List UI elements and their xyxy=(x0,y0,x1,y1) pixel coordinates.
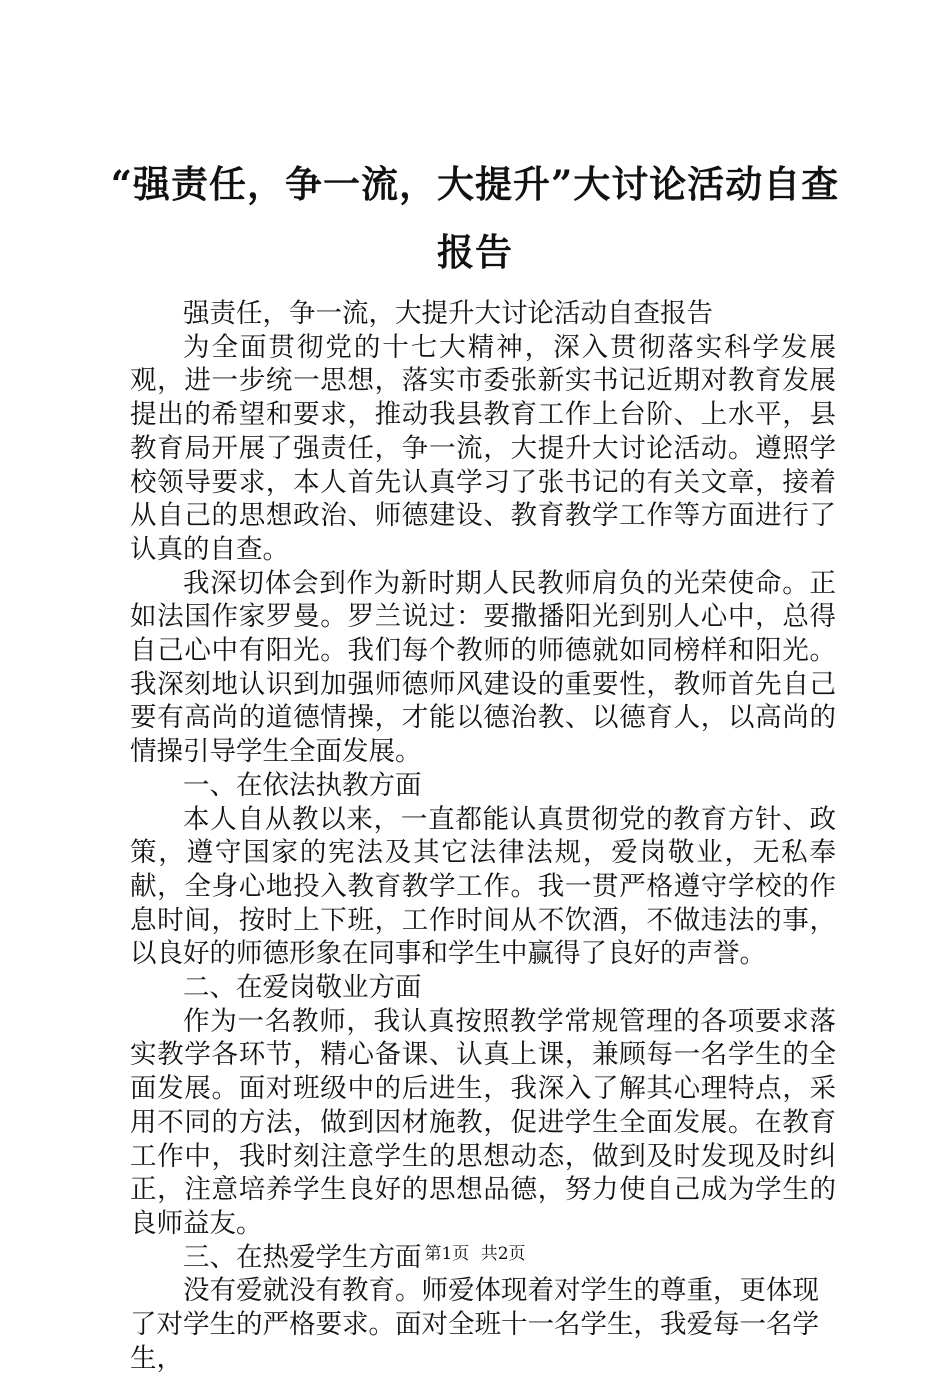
document-title xyxy=(0,150,950,286)
subtitle-paragraph: 强责任，争一流，大提升大讨论活动自查报告 xyxy=(183,298,713,329)
title-line-2: 报告 xyxy=(437,230,513,274)
page-footer xyxy=(0,1243,950,1265)
page-number: 第1页 xyxy=(424,1244,470,1264)
page-total: 共2页 xyxy=(480,1244,526,1264)
reflection-paragraph: 我深切体会到作为新时期人民教师肩负的光荣使命。正如法国作家罗曼。罗兰说过：要撒播阳光到别人心中，总得自己心中有阳光。我们每个教师的师德就如同榜样和阳光。我深刻地认识到加强师德师风建设的重要性，教师首先自己要有高尚的道德情操，才能以德治教、以德育人，以高尚的情操引导学生全面发展。 xyxy=(130,567,836,768)
section-heading-3: 三、在热爱学生方面 xyxy=(183,1241,422,1273)
section-heading-1: 一、在依法执教方面 xyxy=(183,769,422,801)
document-body xyxy=(130,297,836,1376)
title-line-1: “强责任，争一流，大提升”大讨论活动自查 xyxy=(110,162,840,206)
section-heading-2: 二、在爱岗敬业方面 xyxy=(183,972,422,1004)
section-paragraph-3: 没有爱就没有教育。师爱体现着对学生的尊重，更体现了对学生的严格要求。面对全班十一名学生，我爱每一名学生， xyxy=(130,1275,819,1374)
intro-paragraph: 为全面贯彻党的十七大精神，深入贯彻落实科学发展观，进一步统一思想，落实市委张新实书记近期对教育发展提出的希望和要求，推动我县教育工作上台阶、上水平，县教育局开展了强责任，争一流，大提升大讨论活动。遵照学校领导要求，本人首先认真学习了张书记的有关文章，接着从自己的思想政治、师德建设、教育教学工作等方面进行了认真的自查。 xyxy=(130,331,836,565)
section-paragraph-1: 本人自从教以来，一直都能认真贯彻党的教育方针、政策，遵守国家的宪法及其它法律法规，爱岗敬业，无私奉献，全身心地投入教育教学工作。我一贯严格遵守学校的作息时间，按时上下班，工作时间从不饮酒，不做违法的事，以良好的师德形象在同事和学生中赢得了良好的声誉。 xyxy=(130,803,836,970)
section-paragraph-2: 作为一名教师，我认真按照教学常规管理的各项要求落实教学各环节，精心备课、认真上课，兼顾每一名学生的全面发展。面对班级中的后进生，我深入了解其心理特点，采用不同的方法，做到因材施教，促进学生全面发展。在教育工作中，我时刻注意学生的思想动态，做到及时发现及时纠正，注意培养学生良好的思想品德，努力使自己成为学生的良师益友。 xyxy=(130,1005,836,1239)
